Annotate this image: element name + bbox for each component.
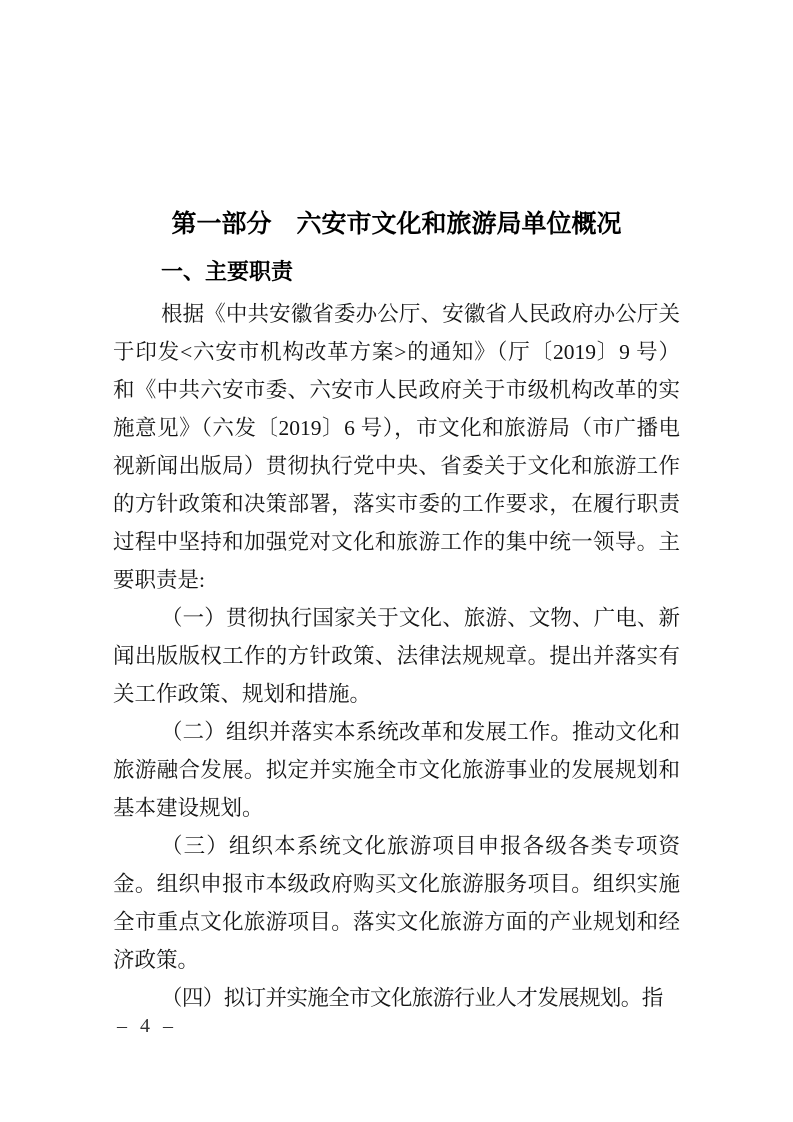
body-paragraph-duty-4-partial: （四）拟订并实施全市文化旅游行业人才发展规划。指	[161, 986, 663, 1010]
body-paragraph-intro: 根据《中共安徽省委办公厅、安徽省人民政府办公厅关于印发<六安市机构改革方案>的通知》（厅〔2019〕9 号）和《中共六安市委、六安市人民政府关于市级机构改革的实施意见》（六发〔2019〕6 号），市文化和旅游局（市广播电视新闻出版局）贯彻执行党中央、省委关于文化和旅游工作的方针政策和决策部署，落实市委的工作要求，在履行职责过程中坚持和加强党对文化和旅游工作的集中统一领导。主要职责是:	[113, 302, 680, 592]
body-paragraph-duty-2: （二）组织并落实本系统改革和发展工作。推动文化和旅游融合发展。拟定并实施全市文化旅游事业的发展规划和基本建设规划。	[113, 720, 680, 820]
footer-page-number: – 4 –	[117, 1015, 177, 1037]
page-content	[113, 203, 680, 1017]
document-title: 第一部分 六安市文化和旅游局单位概况	[171, 210, 622, 238]
body-paragraph-duty-3: （三）组织本系统文化旅游项目申报各级各类专项资金。组织申报市本级政府购买文化旅游服务项目。组织实施全市重点文化旅游项目。落实文化旅游方面的产业规划和经济政策。	[113, 834, 680, 972]
body-paragraph-duty-1: （一）贯彻执行国家关于文化、旅游、文物、广电、新闻出版版权工作的方针政策、法律法规规章。提出并落实有关工作政策、规划和措施。	[113, 606, 680, 706]
section-heading-main-duties: 一、主要职责	[161, 259, 294, 284]
